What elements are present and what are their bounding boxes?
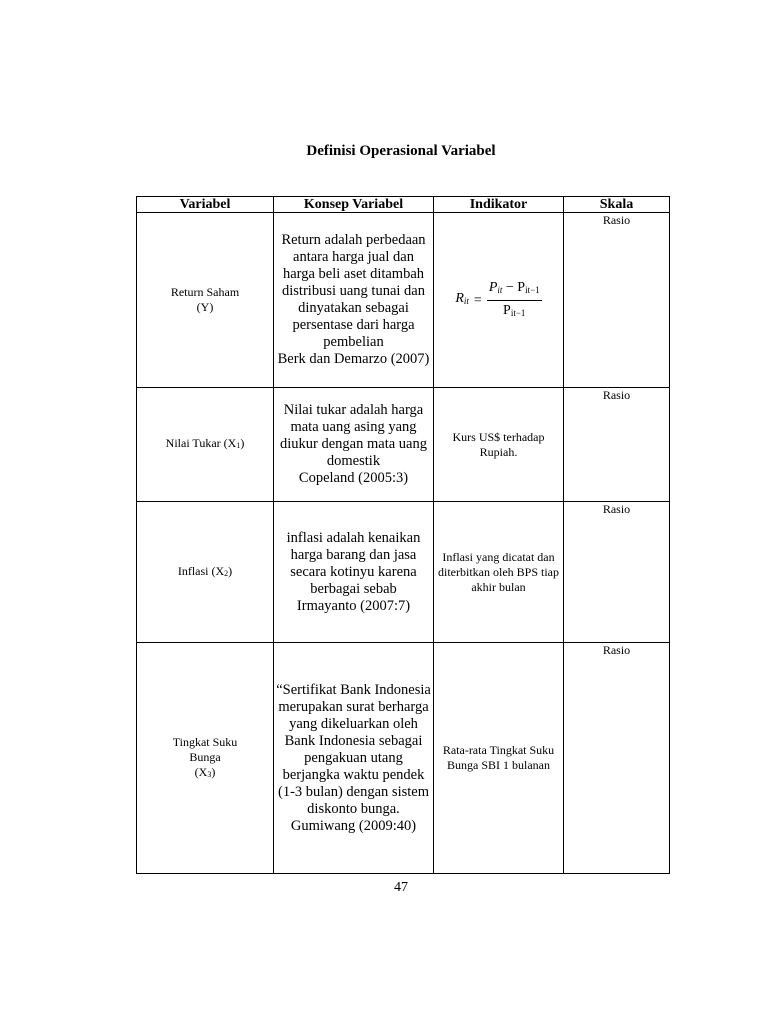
header-skala: Skala [564, 197, 670, 213]
return-formula: Rit = $\frac{\text{Pit − Pit−1}}{\text{Pit−1}}$ [455, 279, 540, 318]
variabel-cell [137, 213, 274, 388]
variabel-cell: Nilai Tukar (X1) [137, 388, 274, 502]
konsep-text: inflasi adalah kenaikan harga barang dan jasa secara kotinyu karena berbagai sebab Irmayanto (2007:7) [286, 529, 421, 614]
skala-cell: Rasio [564, 388, 670, 502]
header-konsep-variabel: Konsep Variabel [274, 197, 434, 213]
variabel-text: Return Saham (Y) [170, 285, 240, 314]
konsep-text: Nilai tukar adalah harga mata uang asing yang diukur dengan mata uang domestik Copeland (2005:3) [280, 402, 427, 486]
skala-cell: Rasio [564, 502, 670, 643]
indikator-cell: Kurs US$ terhadap Rupiah. [434, 388, 564, 502]
header-variabel: Variabel [137, 197, 274, 213]
variabel-cell: Inflasi (X2) [137, 502, 274, 643]
table-header-row [137, 197, 670, 213]
konsep-text: “Sertifikat Bank Indonesia merupakan surat berharga yang dikeluarkan oleh Bank Indonesia sebagai pengakuan utang berjangka waktu pendek (1-3 bulan) dengan sistem diskonto bunga. Gumiwang (2009:40) [276, 681, 431, 834]
table-row [137, 213, 670, 388]
indikator-cell: Inflasi yang dicatat dan diterbitkan oleh BPS tiap akhir bulan [434, 502, 564, 643]
konsep-cell [274, 213, 434, 388]
header-indikator: Indikator [434, 197, 564, 213]
skala-cell: Rasio [564, 213, 670, 388]
indikator-cell [434, 213, 564, 388]
page-number: 47 [394, 880, 408, 895]
table-row [137, 388, 670, 502]
skala-cell: Rasio [564, 643, 670, 874]
variable-definition-table [136, 196, 670, 874]
table-row [137, 643, 670, 874]
konsep-cell [274, 502, 434, 643]
konsep-cell [274, 388, 434, 502]
indikator-cell: Rata-rata Tingkat Suku Bunga SBI 1 bulanan [434, 643, 564, 874]
konsep-cell [274, 643, 434, 874]
table-row [137, 502, 670, 643]
page-title: Definisi Operasional Variabel [306, 143, 496, 159]
variabel-cell: Tingkat Suku Bunga (X3) [137, 643, 274, 874]
konsep-text: Return adalah perbedaan antara harga jual dan harga beli aset ditambah distribusi uang tunai dan dinyatakan sebagai persentase dari harga pembelian Berk dan Demarzo (2007) [277, 232, 430, 367]
